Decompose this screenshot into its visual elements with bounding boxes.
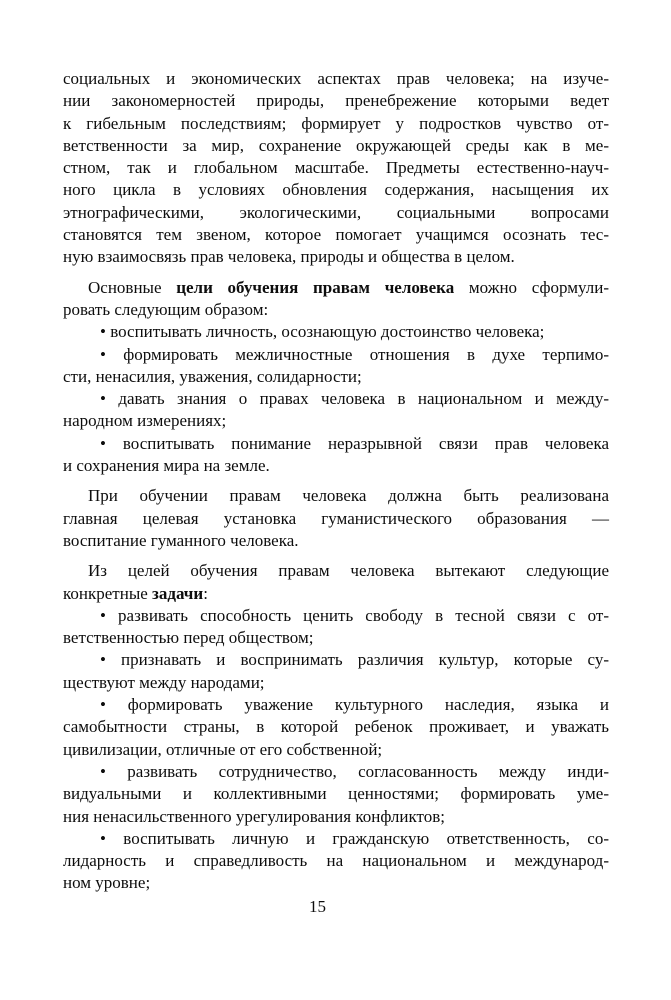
paragraph	[63, 560, 609, 605]
text-line: ветственности за мир, сохранение окружающей среды как в ме-	[63, 135, 609, 155]
text-line: социальных и экономических аспектах прав человека; на изуче-	[63, 69, 609, 88]
bullet-item	[63, 388, 609, 433]
text-line: Из целей обучения правам человека вытекают следующие	[88, 561, 609, 581]
text-line: Основные цели обучения правам человека можно сформули-	[88, 277, 609, 297]
text-line: этнографическими, экологическими, социальными вопросами	[63, 202, 609, 222]
text-line: • формировать межличностные отношения в духе терпимо-	[100, 344, 609, 364]
text-line: • признавать и воспринимать различия культур, которые су-	[100, 650, 609, 670]
text-line: • воспитывать понимание неразрывной связи прав человека	[100, 433, 609, 453]
bullet-item	[63, 344, 609, 389]
text-line: лидарность и справедливость на национальном и международ-	[63, 851, 609, 871]
bullet-item	[63, 605, 609, 650]
text-line: цивилизации, отличные от его собственной;	[63, 739, 383, 759]
page-number: 15	[309, 897, 326, 916]
text-line: нии закономерностей природы, пренебрежение которыми ведет	[63, 91, 609, 111]
text-line: к гибельным последствиям; формирует у подростков чувство от-	[63, 113, 609, 133]
text-line: • воспитывать личную и гражданскую ответственность, со-	[100, 828, 609, 848]
text-line: стном, так и глобальном масштабе. Предметы естественно-науч-	[63, 158, 609, 178]
text-line: ния ненасильственного урегулирования конфликтов;	[63, 806, 445, 826]
bullet-item	[63, 433, 609, 478]
bullet-item	[63, 694, 609, 761]
text-line: • формировать уважение культурного наследия, языка и	[100, 695, 609, 715]
text-line: • развивать сотрудничество, согласованность между инди-	[100, 761, 609, 781]
text-line: ного цикла в условиях обновления содержания, насыщения их	[63, 180, 609, 200]
text-line: ровать следующим образом:	[63, 299, 269, 319]
text-line: • давать знания о правах человека в национальном и между-	[100, 389, 609, 409]
text-line: народном измерениях;	[63, 411, 227, 431]
text-line: ном уровне;	[63, 873, 151, 893]
text-line: видуальными и коллективными ценностями; формировать уме-	[63, 784, 609, 804]
text-line: ществуют между народами;	[63, 672, 265, 692]
text-line: конкретные задачи:	[63, 583, 208, 603]
text-line: ную взаимосвязь прав человека, природы и общества в целом.	[63, 247, 515, 267]
text-line: и сохранения мира на земле.	[63, 456, 270, 476]
paragraph	[63, 485, 609, 552]
text-line: становятся тем звеном, которое помогает учащимся осознать тес-	[63, 225, 609, 245]
paragraph	[63, 68, 609, 269]
text-line: • воспитывать личность, осознающую достоинство человека;	[100, 322, 545, 342]
text-line: • развивать способность ценить свободу в тесной связи с от-	[100, 605, 609, 625]
bullet-item	[63, 828, 609, 895]
text-column	[63, 68, 609, 895]
bullet-item	[63, 649, 609, 694]
bullet-item	[63, 321, 609, 343]
text-line: При обучении правам человека должна быть реализована	[88, 486, 609, 506]
text-line: главная целевая установка гуманистического образования —	[63, 508, 609, 528]
paragraph	[63, 277, 609, 322]
text-line: самобытности страны, в которой ребенок проживает, и уважать	[63, 717, 609, 737]
text-line: воспитание гуманного человека.	[63, 530, 299, 550]
text-line: ветственностью перед обществом;	[63, 628, 314, 648]
bullet-item	[63, 761, 609, 828]
text-line: сти, ненасилия, уважения, солидарности;	[63, 366, 362, 386]
